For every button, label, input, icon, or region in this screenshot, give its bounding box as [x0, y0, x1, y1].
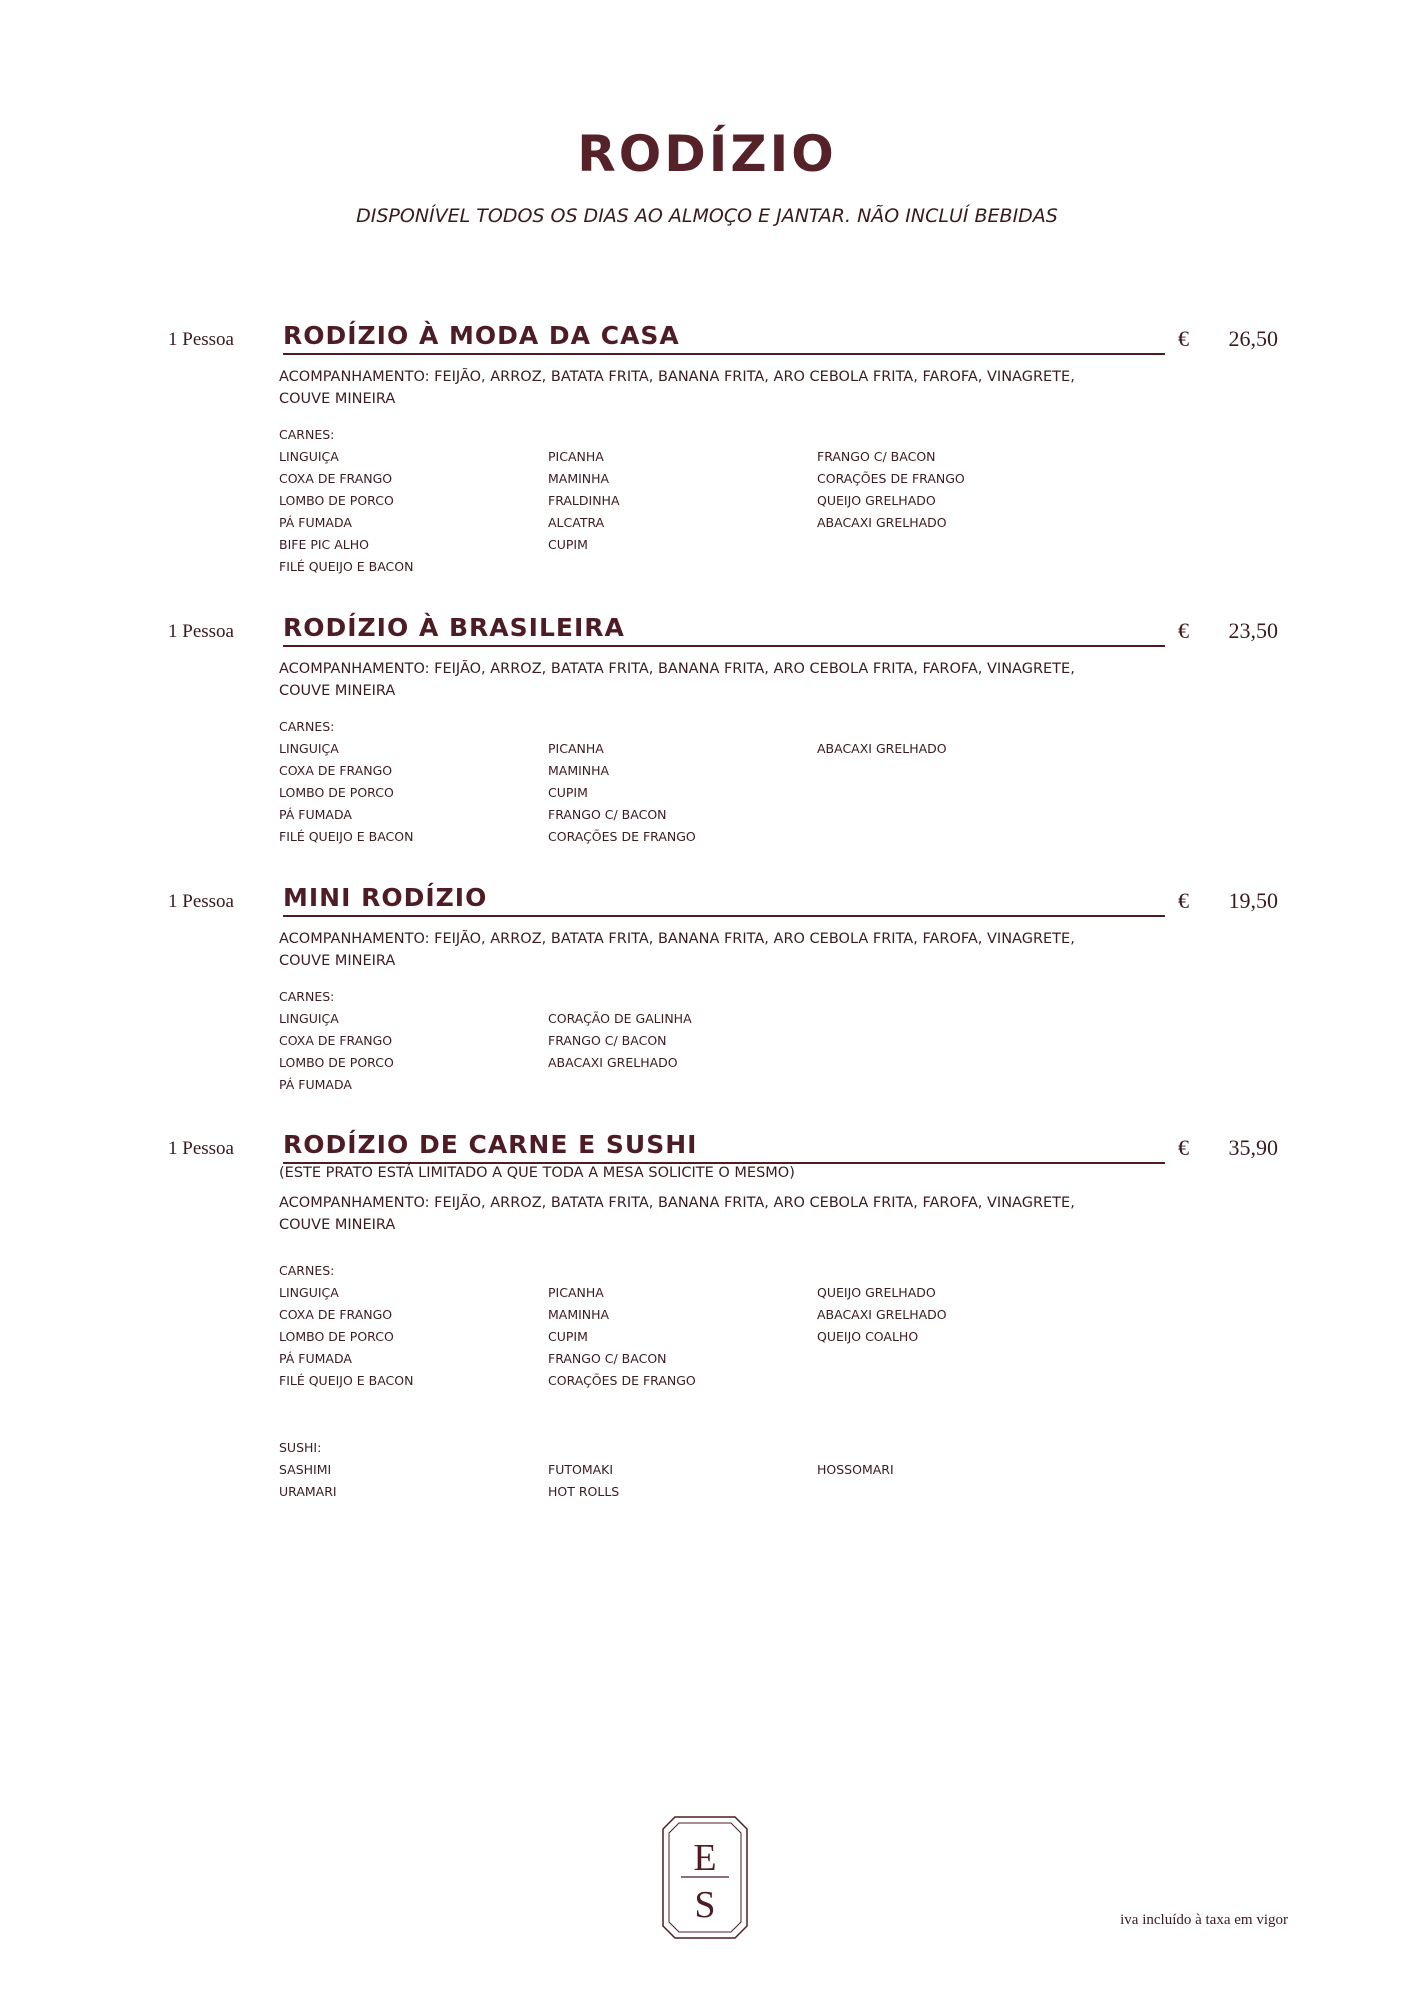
carnes-group	[279, 424, 1086, 578]
carnes-column	[548, 738, 817, 848]
list-item: FRANGO C/ BACON	[548, 1033, 667, 1048]
list-item: COXA DE FRANGO	[279, 471, 393, 486]
currency-symbol: €	[1178, 1135, 1189, 1160]
sushi-column	[279, 1459, 548, 1503]
carnes-column	[817, 1282, 1086, 1392]
dish-name: RODÍZIO À MODA DA CASA	[283, 321, 1165, 355]
page-subtitle: DISPONÍVEL TODOS OS DIAS AO ALMOÇO E JANTAR. NÃO INCLUÍ BEBIDAS	[356, 205, 1058, 227]
list-item: COXA DE FRANGO	[279, 763, 393, 778]
list-item: LINGUIÇA	[279, 1285, 339, 1300]
portion-label: 1 Pessoa	[168, 1138, 234, 1159]
list-item: FRANGO C/ BACON	[548, 1351, 667, 1366]
restaurant-logo	[661, 1815, 749, 1940]
list-item: HOSSOMARI	[817, 1462, 894, 1477]
list-item: LOMBO DE PORCO	[279, 1329, 394, 1344]
currency-symbol: €	[1178, 888, 1189, 913]
dish-restriction-note: (ESTE PRATO ESTÁ LIMITADO A QUE TODA A MESA SOLICITE O MESMO)	[279, 1165, 795, 1181]
list-item: MAMINHA	[548, 1307, 610, 1322]
list-item: FRANGO C/ BACON	[817, 449, 936, 464]
portion-label: 1 Pessoa	[168, 891, 234, 912]
list-item: COXA DE FRANGO	[279, 1307, 393, 1322]
list-item: FILÉ QUEIJO E BACON	[279, 559, 414, 574]
dish-name: RODÍZIO À BRASILEIRA	[283, 613, 1165, 647]
dish-price: 26,50	[1228, 326, 1278, 351]
carnes-column	[548, 1008, 817, 1096]
list-item: PICANHA	[548, 449, 604, 464]
list-item: ABACAXI GRELHADO	[817, 1307, 947, 1322]
list-item: PICANHA	[548, 741, 604, 756]
sushi-label: SUSHI:	[279, 1440, 322, 1455]
carnes-column	[279, 738, 548, 848]
carnes-column	[279, 1008, 548, 1096]
list-item: ABACAXI GRELHADO	[817, 741, 947, 756]
list-item: PICANHA	[548, 1285, 604, 1300]
list-item: FUTOMAKI	[548, 1462, 614, 1477]
tax-note: iva incluído à taxa em vigor	[1120, 1912, 1288, 1928]
list-item: PÁ FUMADA	[279, 1077, 352, 1092]
carnes-group	[279, 986, 817, 1096]
list-item: PÁ FUMADA	[279, 515, 352, 530]
carnes-group	[279, 1260, 1086, 1392]
dish-price: 35,90	[1228, 1135, 1278, 1160]
carnes-label: CARNES:	[279, 1263, 335, 1278]
carnes-column	[548, 1282, 817, 1392]
logo-monogram-icon	[661, 1815, 749, 1940]
accompaniment-text: ACOMPANHAMENTO: FEIJÃO, ARROZ, BATATA FRITA, BANANA FRITA, ARO CEBOLA FRITA, FAROFA, VINAGRETE, COUVE MINEIRA	[279, 931, 1075, 969]
list-item: URAMARI	[279, 1484, 337, 1499]
list-item: MAMINHA	[548, 763, 610, 778]
list-item: FILÉ QUEIJO E BACON	[279, 829, 414, 844]
list-item: ABACAXI GRELHADO	[548, 1055, 678, 1070]
list-item: MAMINHA	[548, 471, 610, 486]
accompaniment-text: ACOMPANHAMENTO: FEIJÃO, ARROZ, BATATA FRITA, BANANA FRITA, ARO CEBOLA FRITA, FAROFA, VINAGRETE, COUVE MINEIRA	[279, 661, 1075, 699]
list-item: CORAÇÃO DE GALINHA	[548, 1011, 692, 1026]
list-item: CUPIM	[548, 785, 588, 800]
page-title: RODÍZIO	[577, 125, 837, 183]
list-item: LINGUIÇA	[279, 741, 339, 756]
carnes-column	[548, 446, 817, 578]
carnes-label: CARNES:	[279, 427, 335, 442]
currency-symbol: €	[1178, 326, 1189, 351]
accompaniment-text: ACOMPANHAMENTO: FEIJÃO, ARROZ, BATATA FRITA, BANANA FRITA, ARO CEBOLA FRITA, FAROFA, VINAGRETE, COUVE MINEIRA	[279, 1195, 1075, 1233]
portion-label: 1 Pessoa	[168, 621, 234, 642]
list-item: BIFE PIC ALHO	[279, 537, 370, 552]
portion-label: 1 Pessoa	[168, 329, 234, 350]
sushi-group	[279, 1437, 1086, 1503]
list-item: LINGUIÇA	[279, 449, 339, 464]
list-item: LOMBO DE PORCO	[279, 493, 394, 508]
list-item: ABACAXI GRELHADO	[817, 515, 947, 530]
list-item: FILÉ QUEIJO E BACON	[279, 1373, 414, 1388]
list-item: SASHIMI	[279, 1462, 332, 1477]
list-item: COXA DE FRANGO	[279, 1033, 393, 1048]
sushi-column	[817, 1459, 1086, 1503]
carnes-column	[279, 1282, 548, 1392]
list-item: LOMBO DE PORCO	[279, 785, 394, 800]
list-item: CORAÇÕES DE FRANGO	[548, 829, 696, 844]
list-item: QUEIJO GRELHADO	[817, 493, 936, 508]
list-item: HOT ROLLS	[548, 1484, 620, 1499]
list-item: ALCATRA	[548, 515, 605, 530]
list-item: PÁ FUMADA	[279, 1351, 352, 1366]
dish-name: MINI RODÍZIO	[283, 883, 1165, 917]
carnes-column	[817, 738, 1086, 848]
list-item: CORAÇÕES DE FRANGO	[548, 1373, 696, 1388]
list-item: PÁ FUMADA	[279, 807, 352, 822]
logo-letter-top: E	[693, 1837, 717, 1879]
logo-letter-bottom: S	[694, 1884, 716, 1926]
list-item: FRALDINHA	[548, 493, 620, 508]
dish-name: RODÍZIO DE CARNE E SUSHI	[283, 1130, 1165, 1164]
carnes-label: CARNES:	[279, 989, 335, 1004]
carnes-group	[279, 716, 1086, 848]
list-item: CUPIM	[548, 1329, 588, 1344]
list-item: QUEIJO COALHO	[817, 1329, 919, 1344]
list-item: CORAÇÕES DE FRANGO	[817, 471, 965, 486]
dish-price: 19,50	[1228, 888, 1278, 913]
carnes-column	[817, 446, 1086, 578]
dish-price: 23,50	[1228, 618, 1278, 643]
currency-symbol: €	[1178, 618, 1189, 643]
carnes-label: CARNES:	[279, 719, 335, 734]
list-item: QUEIJO GRELHADO	[817, 1285, 936, 1300]
list-item: FRANGO C/ BACON	[548, 807, 667, 822]
list-item: CUPIM	[548, 537, 588, 552]
carnes-column	[279, 446, 548, 578]
sushi-column	[548, 1459, 817, 1503]
list-item: LOMBO DE PORCO	[279, 1055, 394, 1070]
accompaniment-text: ACOMPANHAMENTO: FEIJÃO, ARROZ, BATATA FRITA, BANANA FRITA, ARO CEBOLA FRITA, FAROFA, VINAGRETE, COUVE MINEIRA	[279, 369, 1075, 407]
list-item: LINGUIÇA	[279, 1011, 339, 1026]
